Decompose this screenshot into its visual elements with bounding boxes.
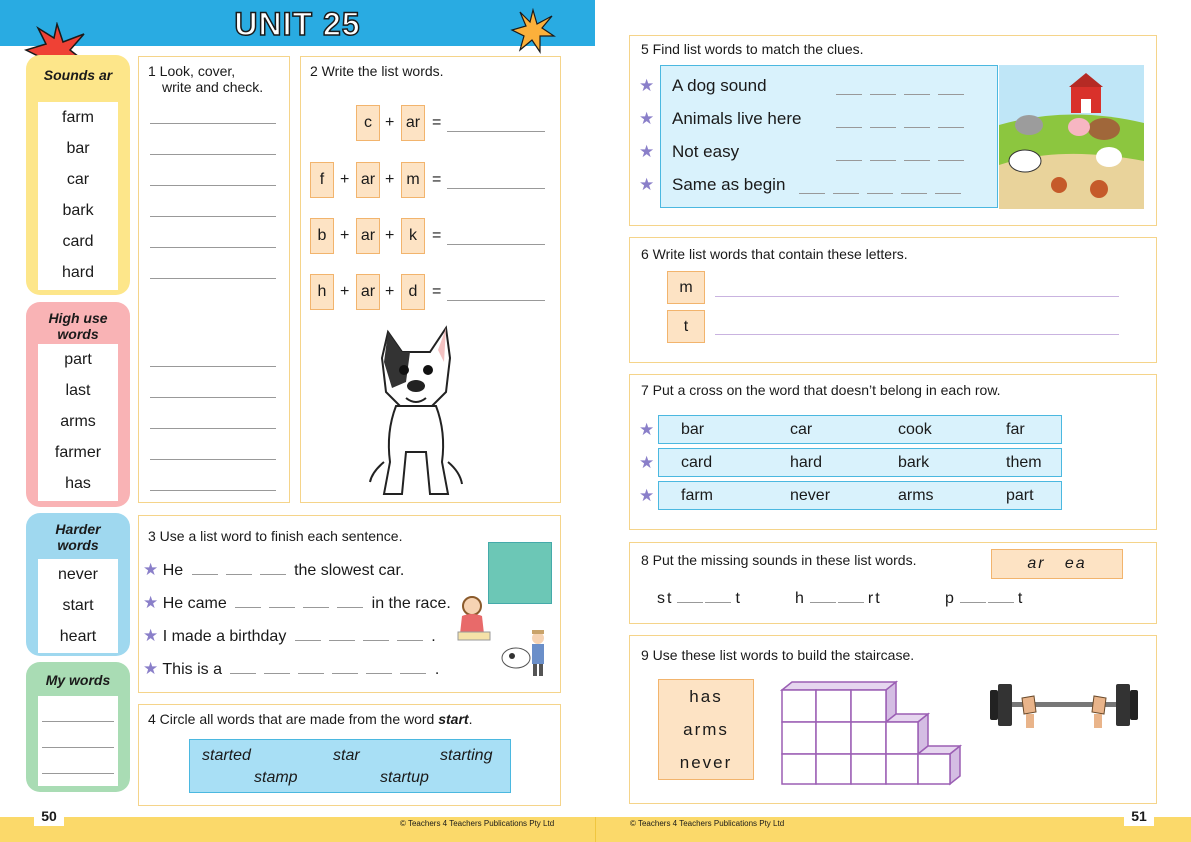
sounds-ar-list (26, 55, 130, 295)
blank[interactable] (400, 673, 426, 674)
q7-row (658, 481, 1062, 510)
q1-answer-line[interactable] (150, 278, 276, 279)
q9-word: never (679, 753, 733, 772)
page-number-left: 50 (34, 806, 64, 826)
list-word: arms (60, 413, 96, 430)
equals-sign: = (432, 114, 442, 131)
list-word: never (57, 566, 99, 583)
q1-answer-line[interactable] (150, 397, 276, 398)
letter-tile: m (401, 162, 425, 198)
q7-word[interactable]: cook (898, 421, 932, 438)
yellow-star-icon (510, 8, 556, 54)
q8-title: 8 Put the missing sounds in these list words. (641, 552, 917, 568)
q1-answer-line[interactable] (150, 490, 276, 491)
copyright-right: © Teachers 4 Teachers Publications Pty Ltd (630, 819, 785, 828)
star-icon: ★ (639, 175, 655, 194)
list-word: farm (62, 109, 94, 126)
blank[interactable] (677, 602, 703, 603)
letter-tile: f (310, 162, 334, 198)
plus-sign: + (340, 227, 350, 244)
q5-clue: A dog sound (672, 76, 767, 95)
q7-word[interactable]: card (681, 454, 713, 471)
list-word: farmer (54, 444, 102, 461)
q6-answer-line[interactable] (715, 334, 1119, 335)
letter-tile-m: m (667, 271, 705, 304)
q8-sounds-box: ar ea (991, 549, 1123, 579)
q2-answer-line[interactable] (447, 131, 545, 132)
race-car-picture (488, 542, 552, 604)
q4-word-box (189, 739, 511, 793)
blank[interactable] (838, 602, 864, 603)
farm-picture (999, 65, 1144, 209)
my-words-list (26, 662, 130, 792)
q7-word[interactable]: bar (681, 421, 705, 438)
q8-word-3: p t (945, 590, 1025, 607)
barbell-icon (988, 680, 1140, 730)
blank[interactable] (226, 574, 252, 575)
q9-word-box (658, 679, 754, 780)
blank[interactable] (337, 607, 363, 608)
q2-answer-line[interactable] (447, 188, 545, 189)
plus-sign: + (340, 283, 350, 300)
q1-answer-line[interactable] (150, 366, 276, 367)
blank[interactable] (397, 640, 423, 641)
star-icon: ★ (143, 560, 159, 579)
plus-sign: + (385, 114, 395, 131)
blank[interactable] (264, 673, 290, 674)
girl-painting-picture (454, 594, 494, 642)
q1-answer-line[interactable] (150, 459, 276, 460)
unit-title: UNIT 25 (234, 6, 361, 42)
q2-title: 2 Write the list words. (310, 63, 444, 79)
q5-blanks-3[interactable] (832, 148, 968, 166)
q2-answer-line[interactable] (447, 300, 545, 301)
q7-word[interactable]: hard (790, 454, 823, 471)
blank[interactable] (260, 574, 286, 575)
q5-clue: Same as begin (672, 175, 786, 194)
harder-words-list (26, 513, 130, 656)
q3-sentence-4: ★ This is a . (143, 659, 440, 678)
blank[interactable] (269, 607, 295, 608)
high-use-title: High use words (48, 310, 108, 342)
letter-tile: ar (356, 218, 380, 254)
plus-sign: + (385, 171, 395, 188)
blank[interactable] (960, 602, 986, 603)
star-icon: ★ (143, 626, 159, 645)
high-use-list (26, 302, 130, 507)
list-word: card (62, 233, 94, 250)
letter-tile: ar (356, 274, 380, 310)
list-word: start (62, 597, 94, 614)
q9-word: arms (683, 720, 729, 739)
q2-answer-line[interactable] (447, 244, 545, 245)
equals-sign: = (432, 171, 442, 188)
q7-title: 7 Put a cross on the word that doesn’t belong in each row. (641, 382, 1001, 398)
q9-title: 9 Use these list words to build the staircase. (641, 647, 915, 663)
word-startup[interactable]: startup (380, 769, 429, 786)
my-word-line[interactable] (42, 721, 114, 722)
q1-answer-line[interactable] (150, 123, 276, 124)
q7-word[interactable]: car (790, 421, 813, 438)
page-number-right: 51 (1124, 806, 1154, 826)
letter-tile: b (310, 218, 334, 254)
blank[interactable] (988, 602, 1014, 603)
letter-tile: ar (356, 162, 380, 198)
star-icon: ★ (639, 76, 655, 95)
star-icon: ★ (639, 420, 655, 439)
q3-title: 3 Use a list word to finish each sentence. (148, 528, 403, 544)
q6-answer-line[interactable] (715, 296, 1119, 297)
sounds-ar-title: Sounds ar (43, 67, 113, 83)
q1-title-line2: write and check. (162, 79, 264, 95)
equals-sign: = (432, 283, 442, 300)
q1-answer-line[interactable] (150, 428, 276, 429)
blank[interactable] (705, 602, 731, 603)
q6-title: 6 Write list words that contain these letters. (641, 246, 908, 262)
blank[interactable] (366, 673, 392, 674)
q7-word[interactable]: bark (898, 454, 930, 471)
list-word: last (65, 382, 91, 399)
star-icon: ★ (639, 142, 655, 161)
q7-word[interactable]: them (1006, 454, 1042, 471)
blank[interactable] (303, 607, 329, 608)
q7-row (658, 415, 1062, 444)
farmer-cow-picture (500, 628, 552, 678)
blank[interactable] (235, 607, 261, 608)
list-word: part (64, 351, 92, 368)
q5-blanks-2[interactable] (832, 115, 968, 133)
q1-title: 1 Look, cover, (148, 63, 236, 79)
list-word: hard (61, 264, 95, 281)
star-icon: ★ (143, 593, 159, 612)
blank[interactable] (329, 640, 355, 641)
q5-clue: Not easy (672, 142, 740, 161)
letter-tile: h (310, 274, 334, 310)
my-words-title: My words (45, 672, 111, 688)
page-divider (595, 817, 596, 842)
star-icon: ★ (639, 486, 655, 505)
list-word: has (65, 475, 91, 492)
q4-title: 4 Circle all words that are made from the word start. (148, 711, 473, 727)
q7-word[interactable]: far (1006, 421, 1025, 438)
q3-sentence-1: ★ He the slowest car. (143, 560, 405, 579)
word-stamp[interactable]: stamp (254, 769, 298, 786)
blank[interactable] (298, 673, 324, 674)
q1-answer-line[interactable] (150, 216, 276, 217)
harder-words-title: Harder words (55, 521, 101, 553)
star-icon: ★ (639, 109, 655, 128)
q5-blanks-1[interactable] (832, 82, 968, 100)
blank[interactable] (332, 673, 358, 674)
letter-tile: d (401, 274, 425, 310)
q1-answer-line[interactable] (150, 247, 276, 248)
q1-answer-line[interactable] (150, 154, 276, 155)
list-word: heart (59, 628, 97, 645)
copyright-left: © Teachers 4 Teachers Publications Pty Ltd (400, 819, 555, 828)
star-icon: ★ (639, 453, 655, 472)
list-word: car (66, 171, 90, 188)
q7-word[interactable]: part (1006, 487, 1034, 504)
plus-sign: + (385, 227, 395, 244)
word-started[interactable]: started (202, 747, 251, 764)
blank[interactable] (810, 602, 836, 603)
letter-tile: k (401, 218, 425, 254)
list-word: bar (66, 140, 90, 157)
q5-blanks-4[interactable] (795, 181, 965, 199)
q7-row (658, 448, 1062, 477)
blank[interactable] (295, 640, 321, 641)
q3-sentence-2: ★ He came in the race. (143, 593, 451, 612)
my-word-line[interactable] (42, 773, 114, 774)
q7-word[interactable]: farm (681, 487, 713, 504)
q5-title: 5 Find list words to match the clues. (641, 41, 864, 57)
blank[interactable] (192, 574, 218, 575)
letter-tile: ar (401, 105, 425, 141)
blank[interactable] (363, 640, 389, 641)
word-starting[interactable]: starting (440, 747, 493, 764)
q3-sentence-3: ★ I made a birthday . (143, 626, 436, 645)
star-icon: ★ (143, 659, 159, 678)
staircase-grid[interactable] (780, 680, 964, 786)
q7-word[interactable]: never (790, 487, 831, 504)
plus-sign: + (340, 171, 350, 188)
q8-word-2: h rt (795, 590, 882, 607)
q9-word: has (689, 687, 723, 706)
plus-sign: + (385, 283, 395, 300)
q5-clue: Animals live here (672, 109, 802, 128)
bulldog-illustration (366, 322, 466, 498)
q8-word-1: st t (657, 590, 742, 607)
letter-tile: c (356, 105, 380, 141)
equals-sign: = (432, 227, 442, 244)
blank[interactable] (230, 673, 256, 674)
my-word-line[interactable] (42, 747, 114, 748)
q1-answer-line[interactable] (150, 185, 276, 186)
list-word: bark (62, 202, 94, 219)
q7-word[interactable]: arms (898, 487, 934, 504)
letter-tile-t: t (667, 310, 705, 343)
word-star[interactable]: star (333, 747, 360, 764)
